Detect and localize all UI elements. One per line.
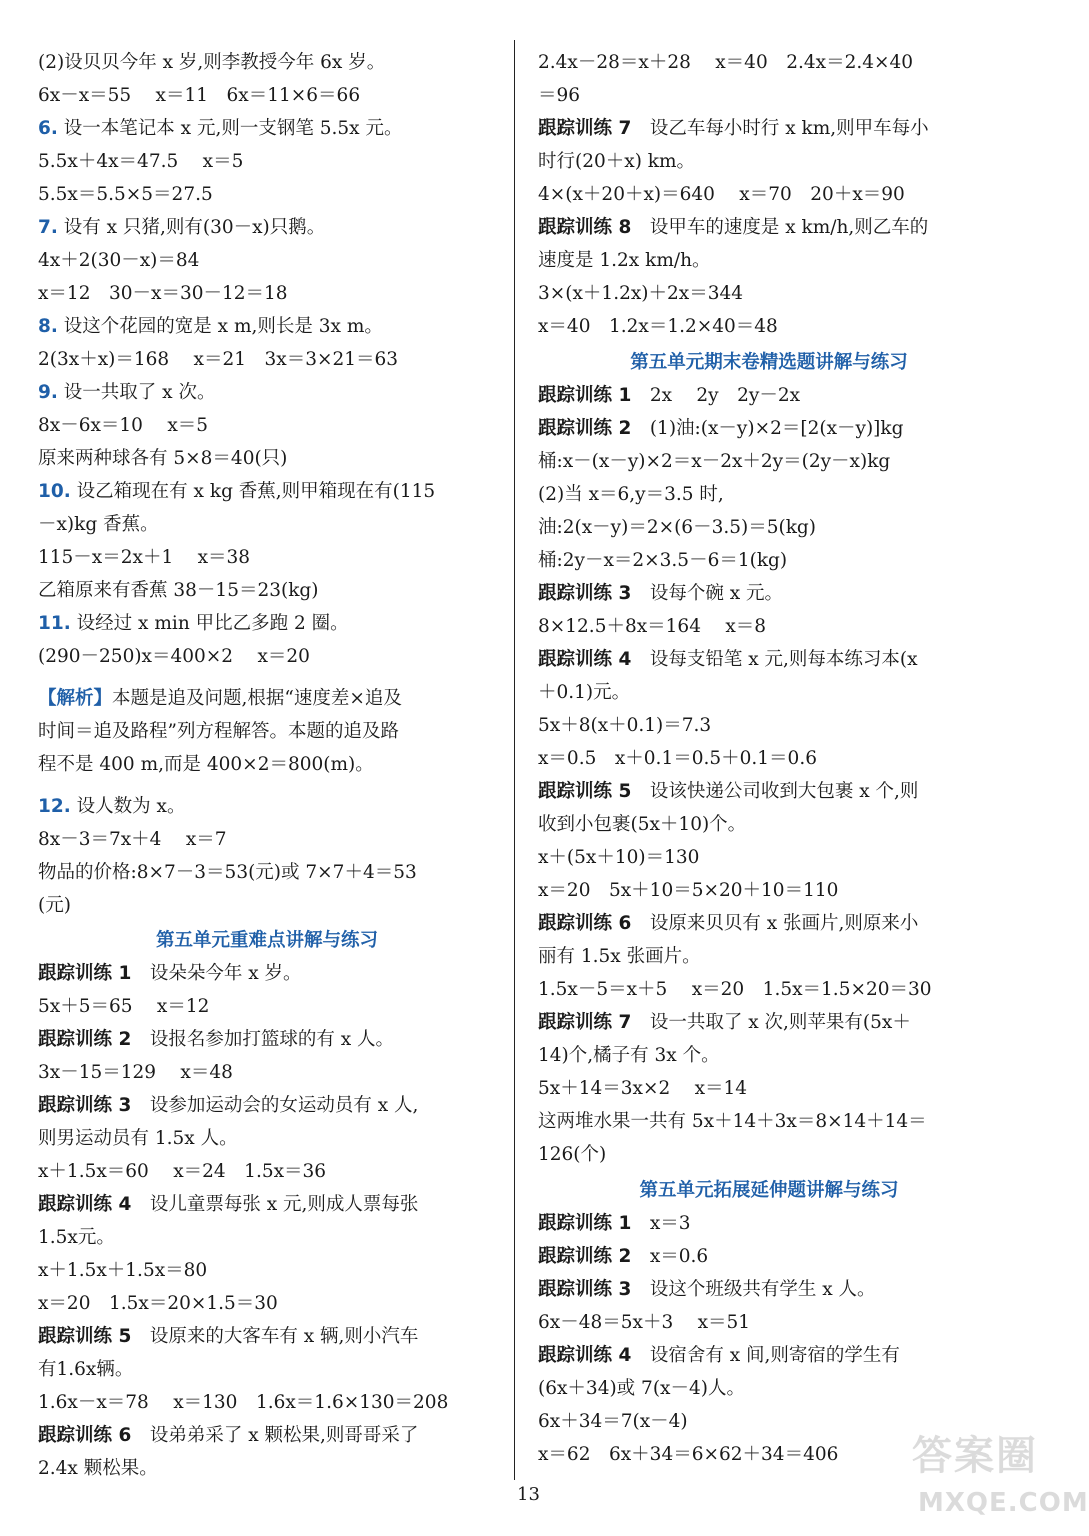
answer-line (38, 1357, 133, 1383)
answer-text: 设该快递公司收到大包裹 x 个,则 (631, 781, 919, 802)
answer-line (38, 860, 417, 886)
column-divider (514, 40, 515, 1480)
answer-text: 设经过 x min 甲比乙多跑 2 圈。 (70, 613, 349, 634)
answer-text: 6x－48＝5x＋3 x＝51 (538, 1312, 751, 1333)
answer-line (538, 1442, 838, 1468)
section-heading (538, 350, 1000, 376)
answer-line (538, 1376, 745, 1402)
answer-text: 6x＋34＝7(x－4) (538, 1411, 688, 1432)
answer-line (38, 281, 288, 307)
answer-line (538, 314, 778, 340)
analysis-tag: 【解析】 (38, 688, 113, 709)
answer-text: x＋(5x＋10)＝130 (538, 847, 700, 868)
exercise-label: 跟踪训练 1 (538, 385, 632, 406)
answer-text: 程不是 400 m,而是 400×2＝800(m)。 (38, 754, 374, 775)
answer-line (538, 83, 580, 109)
answer-text: x＝0.6 (631, 1246, 709, 1267)
answer-line (38, 248, 199, 274)
answer-line (538, 515, 816, 541)
answer-text: (2)当 x＝6,y＝3.5 时, (538, 484, 724, 505)
answer-line (38, 1192, 418, 1218)
answer-text: 1.5x元。 (38, 1227, 115, 1248)
answer-line (538, 1076, 747, 1102)
answer-line (38, 1324, 418, 1350)
answer-line (538, 116, 929, 142)
answer-line (538, 1409, 688, 1435)
section-heading (538, 1178, 1000, 1204)
answer-line (38, 149, 243, 175)
answer-line (538, 779, 918, 805)
answer-line (38, 545, 250, 571)
exercise-label: 跟踪训练 4 (38, 1194, 132, 1215)
answer-text: x＋1.5x＋1.5x＝80 (38, 1260, 208, 1281)
answer-line (38, 479, 435, 505)
exercise-label: 跟踪训练 8 (538, 217, 632, 238)
section-heading-text: 第五单元拓展延伸题讲解与练习 (639, 1180, 899, 1201)
answer-text: 桶:2y－x＝2×3.5－6＝1(kg) (538, 550, 788, 571)
answer-line (538, 944, 701, 970)
answer-line (538, 1010, 911, 1036)
answer-line (38, 752, 374, 778)
answer-text: x＝0.5 x＋0.1＝0.5＋0.1＝0.6 (538, 748, 817, 769)
answer-line (38, 380, 215, 406)
answer-text: 5x＋5＝65 x＝12 (38, 996, 210, 1017)
answer-text: 设一本笔记本 x 元,则一支钢笔 5.5x 元。 (57, 118, 403, 139)
answer-text: 设每支铅笔 x 元,则每本练习本(x (631, 649, 918, 670)
page-number: 13 (517, 1484, 540, 1505)
answer-line (538, 977, 932, 1003)
exercise-label: 跟踪训练 6 (538, 913, 632, 934)
exercise-label: 跟踪训练 5 (38, 1326, 132, 1347)
answer-text: 115－x＝2x＋1 x＝38 (38, 547, 251, 568)
answer-text: 这两堆水果一共有 5x＋14＋3x＝8×14＋14＝ (538, 1111, 927, 1132)
answer-text: 6x－x＝55 x＝11 6x＝11×6＝66 (38, 85, 361, 106)
answer-line (38, 1423, 418, 1449)
answer-line (38, 116, 402, 142)
exercise-label: 跟踪训练 5 (538, 781, 632, 802)
exercise-label: 跟踪训练 3 (38, 1095, 132, 1116)
answer-text: 14)个,橘子有 3x 个。 (538, 1045, 720, 1066)
answer-line (538, 1211, 691, 1237)
section-heading (38, 928, 496, 954)
answer-line (538, 614, 766, 640)
answer-text: x＝62 6x＋34＝6×62＋34＝406 (538, 1444, 839, 1465)
answer-line (538, 149, 695, 175)
answer-line (538, 1310, 750, 1336)
exercise-label: 跟踪训练 7 (538, 118, 632, 139)
exercise-label: 跟踪训练 3 (538, 583, 632, 604)
question-number: 11. (38, 613, 71, 634)
answer-text: 本题是追及问题,根据“速度差×追及 (112, 688, 402, 709)
answer-line (38, 50, 385, 76)
answer-text: x＝20 1.5x＝20×1.5＝30 (38, 1293, 278, 1314)
answer-text: －x)kg 香蕉。 (38, 514, 159, 535)
answer-text: 设有 x 只猪,则有(30－x)只鹅。 (57, 217, 326, 238)
answer-line (38, 182, 213, 208)
answer-text: ＋0.1)元。 (538, 682, 631, 703)
answer-line (38, 446, 287, 472)
answer-line (538, 812, 746, 838)
answer-line (538, 746, 817, 772)
answer-text: 设人数为 x。 (70, 796, 186, 817)
answer-text: 2.4x 颗松果。 (38, 1458, 158, 1479)
watermark-top: 答案圈 (912, 1433, 1038, 1479)
answer-line (538, 1244, 708, 1270)
answer-text: 设原来贝贝有 x 张画片,则原来小 (631, 913, 919, 934)
answer-text: x＝3 (631, 1213, 691, 1234)
watermark-logo (908, 1424, 1089, 1524)
answer-line (38, 611, 349, 637)
exercise-label: 跟踪训练 7 (538, 1012, 632, 1033)
answer-text: ＝96 (538, 85, 581, 106)
answer-line (538, 1142, 606, 1168)
answer-text: 5.5x＋4x＝47.5 x＝5 (38, 151, 244, 172)
answer-text: 设乙车每小时行 x km,则甲车每小 (631, 118, 929, 139)
answer-line (38, 1456, 158, 1482)
answer-line (538, 449, 890, 475)
answer-text: 有1.6x辆。 (38, 1359, 134, 1380)
answer-text: 收到小包裹(5x＋10)个。 (538, 814, 747, 835)
answer-text: 设每个碗 x 元。 (631, 583, 784, 604)
answer-text: 4×(x＋20＋x)＝640 x＝70 20＋x＝90 (538, 184, 905, 205)
answer-line (538, 1343, 900, 1369)
answer-text: 3×(x＋1.2x)＋2x＝344 (538, 283, 744, 304)
answer-line (38, 686, 402, 712)
answer-text: 设甲车的速度是 x km/h,则乙车的 (631, 217, 929, 238)
answer-text: 时间＝追及路程”列方程解答。本题的追及路 (38, 721, 399, 742)
answer-text: 设一共取了 x 次,则苹果有(5x＋ (631, 1012, 911, 1033)
answer-line (38, 961, 302, 987)
exercise-label: 跟踪训练 4 (538, 1345, 632, 1366)
answer-text: 时行(20＋x) km。 (538, 151, 696, 172)
answer-text: 设原来的大客车有 x 辆,则小汽车 (131, 1326, 419, 1347)
answer-line (38, 1390, 448, 1416)
exercise-label: 跟踪训练 2 (538, 1246, 632, 1267)
answer-text: 126(个) (538, 1144, 607, 1165)
exercise-label: 跟踪训练 3 (538, 1279, 632, 1300)
answer-text: 5x＋8(x＋0.1)＝7.3 (538, 715, 712, 736)
answer-line (38, 794, 185, 820)
answer-line (538, 1109, 927, 1135)
answer-line (38, 347, 398, 373)
answer-text: 油:2(x－y)＝2×(6－3.5)＝5(kg) (538, 517, 816, 538)
answer-text: (290－250)x＝400×2 x＝20 (38, 646, 310, 667)
answer-line (538, 845, 699, 871)
section-heading-text: 第五单元期末卷精选题讲解与练习 (630, 352, 908, 373)
answer-text: 8x－6x＝10 x＝5 (38, 415, 209, 436)
question-number: 10. (38, 481, 71, 502)
answer-line (538, 182, 905, 208)
answer-text: 1.5x－5＝x＋5 x＝20 1.5x＝1.5×20＝30 (538, 979, 932, 1000)
question-number: 6. (38, 118, 58, 139)
answer-line (38, 578, 319, 604)
answer-line (538, 248, 711, 274)
answer-text: x＝40 1.2x＝1.2×40＝48 (538, 316, 778, 337)
answer-text: x＋1.5x＝60 x＝24 1.5x＝36 (38, 1161, 327, 1182)
watermark-bottom: MXQE.COM (918, 1488, 1089, 1518)
answer-text: 设参加运动会的女运动员有 x 人, (131, 1095, 419, 1116)
answer-text: 物品的价格:8×7－3＝53(元)或 7×7＋4＝53 (38, 862, 417, 883)
answer-text: 2.4x－28＝x＋28 x＝40 2.4x＝2.4×40 (538, 52, 914, 73)
answer-text: 5.5x＝5.5×5＝27.5 (38, 184, 213, 205)
answer-text: 设儿童票每张 x 元,则成人票每张 (131, 1194, 419, 1215)
answer-line (38, 1027, 394, 1053)
answer-line (38, 314, 383, 340)
answer-text: 2(3x＋x)＝168 x＝21 3x＝3×21＝63 (38, 349, 399, 370)
answer-text: 5x＋14＝3x×2 x＝14 (538, 1078, 748, 1099)
answer-text: x＝20 5x＋10＝5×20＋10＝110 (538, 880, 839, 901)
answer-text: 设乙箱现在有 x kg 香蕉,则甲箱现在有(115 (70, 481, 436, 502)
answer-line (538, 713, 711, 739)
question-number: 7. (38, 217, 58, 238)
answer-text: 3x－15＝129 x＝48 (38, 1062, 233, 1083)
answer-text: 8×12.5＋8x＝164 x＝8 (538, 616, 767, 637)
question-number: 9. (38, 382, 58, 403)
answer-line (38, 1258, 207, 1284)
answer-text: 设报名参加打篮球的有 x 人。 (131, 1029, 395, 1050)
question-number: 12. (38, 796, 71, 817)
answer-line (38, 644, 310, 670)
answer-line (38, 413, 208, 439)
answer-line (38, 1291, 278, 1317)
answer-line (538, 215, 928, 241)
answer-text: (2)设贝贝今年 x 岁,则李教授今年 6x 岁。 (38, 52, 386, 73)
answer-line (38, 994, 209, 1020)
answer-line (538, 383, 800, 409)
answer-text: 设宿舍有 x 间,则寄宿的学生有 (631, 1345, 900, 1366)
question-number: 8. (38, 316, 58, 337)
answer-line (538, 1277, 876, 1303)
answer-line (538, 581, 783, 607)
answer-line (38, 1126, 238, 1152)
exercise-label: 跟踪训练 2 (538, 418, 632, 439)
answer-text: 设弟弟采了 x 颗松果,则哥哥采了 (131, 1425, 419, 1446)
answer-text: 设这个花园的宽是 x m,则长是 3x m。 (57, 316, 383, 337)
answer-line (538, 1043, 720, 1069)
answer-line (538, 482, 724, 508)
answer-text: 原来两种球各有 5×8＝40(只) (38, 448, 288, 469)
answer-line (538, 878, 838, 904)
answer-line (538, 416, 903, 442)
answer-line (38, 827, 227, 853)
answer-text: (1)油:(x－y)×2＝[2(x－y)]kg (631, 418, 904, 439)
exercise-label: 跟踪训练 4 (538, 649, 632, 670)
answer-text: x＝12 30－x＝30－12＝18 (38, 283, 288, 304)
answer-text: (6x＋34)或 7(x－4)人。 (538, 1378, 745, 1399)
answer-line (38, 512, 159, 538)
answer-line (538, 281, 743, 307)
answer-text: 乙箱原来有香蕉 38－15＝23(kg) (38, 580, 319, 601)
answer-line (38, 893, 71, 919)
answer-text: 4x＋2(30－x)＝84 (38, 250, 200, 271)
answer-text: 设朵朵今年 x 岁。 (131, 963, 302, 984)
exercise-label: 跟踪训练 1 (538, 1213, 632, 1234)
answer-text: 桶:x－(x－y)×2＝x－2x＋2y＝(2y－x)kg (538, 451, 891, 472)
answer-line (38, 83, 360, 109)
answer-line (38, 1093, 418, 1119)
answer-text: 则男运动员有 1.5x 人。 (38, 1128, 238, 1149)
answer-line (538, 680, 630, 706)
answer-text: 丽有 1.5x 张画片。 (538, 946, 701, 967)
answer-line (38, 1225, 115, 1251)
answer-text: 设一共取了 x 次。 (57, 382, 216, 403)
answer-text: 设这个班级共有学生 x 人。 (631, 1279, 876, 1300)
answer-line (38, 1159, 326, 1185)
answer-line (538, 647, 918, 673)
answer-text: 速度是 1.2x km/h。 (538, 250, 711, 271)
exercise-label: 跟踪训练 1 (38, 963, 132, 984)
answer-line (538, 911, 918, 937)
answer-text: 8x－3＝7x＋4 x＝7 (38, 829, 227, 850)
answer-line (38, 215, 325, 241)
answer-text: 2x 2y 2y－2x (631, 385, 801, 406)
answer-line (38, 719, 399, 745)
section-heading-text: 第五单元重难点讲解与练习 (155, 930, 378, 951)
exercise-label: 跟踪训练 2 (38, 1029, 132, 1050)
answer-line (38, 1060, 233, 1086)
answer-text: (元) (38, 895, 71, 916)
answer-line (538, 548, 787, 574)
exercise-label: 跟踪训练 6 (38, 1425, 132, 1446)
answer-text: 1.6x－x＝78 x＝130 1.6x＝1.6×130＝208 (38, 1392, 449, 1413)
answer-line (538, 50, 913, 76)
